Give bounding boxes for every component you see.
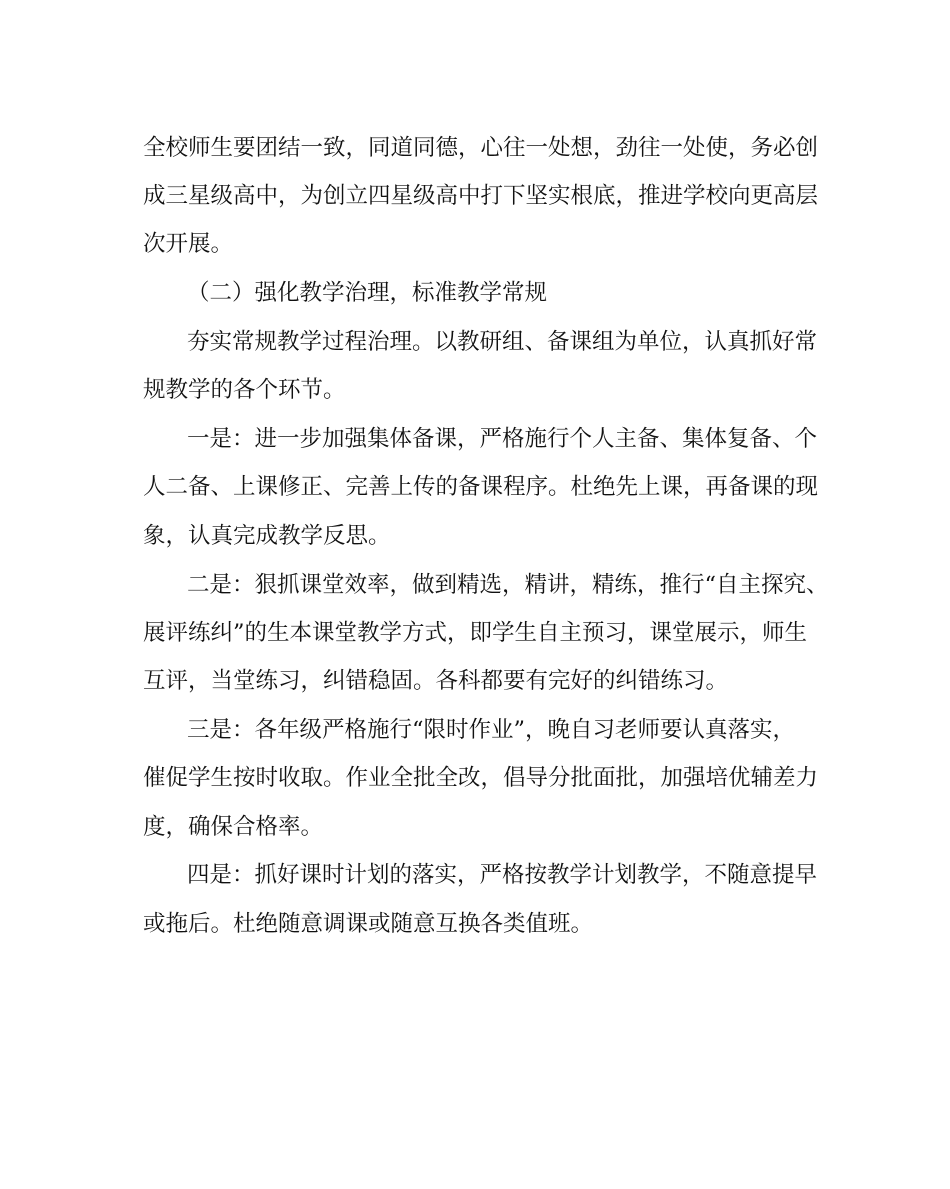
text-line-1: 全校师生要团结一致，同道同德，心往一处想，劲往一处使，务必创 [143,135,819,161]
text-line-8: 人二备、上课修正、完善上传的备课程序。杜绝先上课，再备课的现 [143,474,819,500]
text-line-12: 互评，当堂练习，纠错稳固。各科都要有完好的纠错练习。 [143,668,729,694]
text-line-15: 度，确保合格率。 [143,814,324,840]
text-line-14: 催促学生按时收取。作业全批全改，倡导分批面批，加强培优辅差力 [143,765,819,791]
text-line-11: 展评练纠”的生本课堂教学方式，即学生自主预习，课堂展示，师生 [143,620,808,646]
text-line-2: 成三星级高中，为创立四星级高中打下坚实根底，推进学校向更高层 [143,183,819,209]
text-line-16: 四是：抓好课时计划的落实，严格按教学计划教学，不随意提早 [187,862,818,888]
text-line-10: 二是：狠抓课堂效率，做到精选，精讲，精练，推行“自主探究、 [187,572,829,598]
text-line-5: 夯实常规教学过程治理。以教研组、备课组为单位，认真抓好常 [187,329,818,355]
text-line-7: 一是：进一步加强集体备课，严格施行个人主备、集体复备、个 [187,426,818,452]
text-line-17: 或拖后。杜绝随意调课或随意互换各类值班。 [143,911,594,937]
text-line-13: 三是：各年级严格施行“限时作业”，晚自习老师要认真落实， [187,717,796,743]
text-line-3: 次开展。 [143,231,234,257]
section-heading: （二）强化教学治理，标准教学常规 [187,280,548,306]
text-line-6: 规教学的各个环节。 [143,377,346,403]
text-line-9: 象，认真完成教学反思。 [143,523,391,549]
